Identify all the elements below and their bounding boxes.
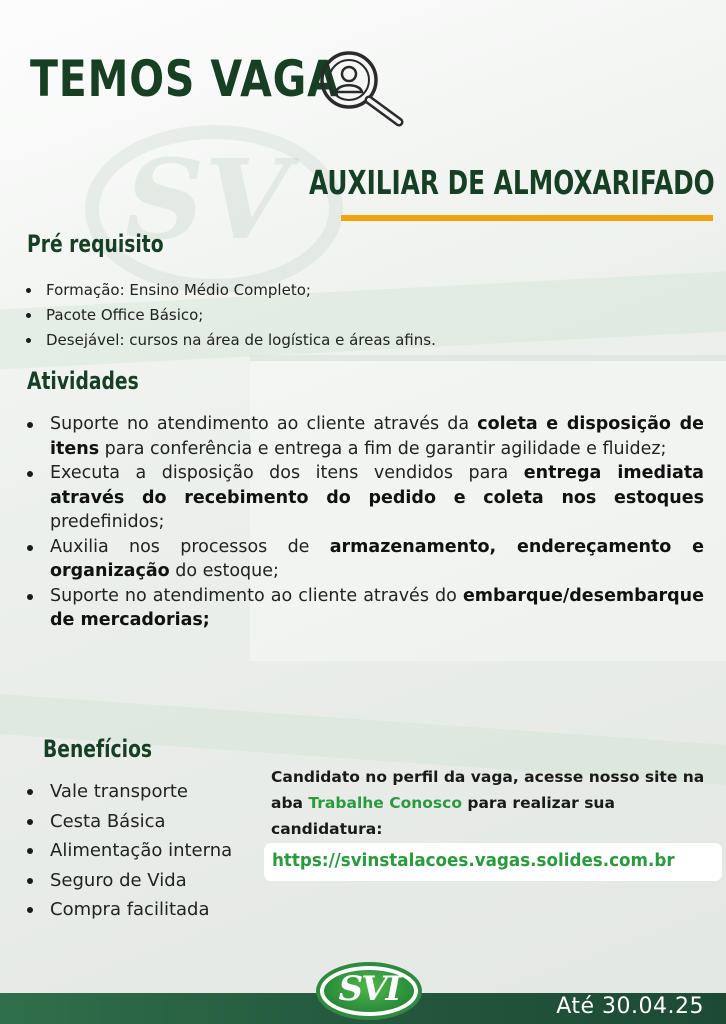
requirements-list <box>24 278 584 353</box>
activity-highlight: entrega imediata através do recebimento do pedido e coleta nos estoques <box>50 463 704 508</box>
list-item: Pacote Office Básico; <box>24 303 584 328</box>
activity-text: Executa a disposição dos itens vendidos para <box>50 463 524 483</box>
activity-text: Suporte no atendimento ao cliente através do <box>50 585 463 606</box>
background-logo-watermark-text: SV <box>125 135 290 264</box>
list-item: Seguro de Vida <box>24 866 274 896</box>
activities-list <box>24 412 704 633</box>
activity-text: Suporte no atendimento ao cliente através da <box>50 414 478 434</box>
page-title: TEMOS VAGA <box>30 50 340 108</box>
job-title: AUXILIAR DE ALMOXARIFADO <box>309 163 715 202</box>
activity-highlight: coleta e disposição de itens <box>50 414 704 459</box>
list-item <box>24 535 704 584</box>
cta-text: para realizar sua candidatura: <box>271 794 615 838</box>
cta-highlight-link[interactable]: Trabalhe Conosco <box>308 794 462 812</box>
application-url-link[interactable]: https://svinstalacoes.vagas.solides.com.br <box>272 850 675 871</box>
url-box <box>264 843 722 881</box>
job-title-underline <box>341 215 713 221</box>
list-item: Desejável: cursos na área de logística e áreas afins. <box>24 328 584 353</box>
activity-text: para conferência e entrega a fim de garantir agilidade e fluidez; <box>99 438 667 459</box>
search-person-icon <box>315 48 407 130</box>
list-item: Alimentação interna <box>24 836 274 866</box>
list-item <box>24 584 704 633</box>
list-item <box>24 461 704 535</box>
call-to-action <box>271 764 711 842</box>
list-item: Formação: Ensino Médio Completo; <box>24 278 584 303</box>
deadline-text: Até 30.04.25 <box>556 994 704 1019</box>
company-logo <box>316 962 422 1020</box>
list-item: Compra facilitada <box>24 895 274 925</box>
activity-text: Auxilia nos processos de <box>50 536 330 557</box>
activity-text: do estoque; <box>169 561 279 581</box>
benefits-title: Benefícios <box>43 735 153 763</box>
logo-text: SVI <box>338 969 400 1009</box>
activity-highlight: armazenamento, endereçamento e organização <box>50 536 704 581</box>
list-item <box>24 412 704 461</box>
cta-text: Candidato no perfil da vaga, acesse nosso site na aba <box>271 768 705 812</box>
activities-title: Atividades <box>27 367 139 395</box>
list-item: Cesta Básica <box>24 807 274 837</box>
requirements-title: Pré requisito <box>27 230 164 258</box>
benefits-list <box>24 777 274 925</box>
activity-highlight: embarque/desembarque de mercadorias; <box>50 585 704 630</box>
list-item: Vale transporte <box>24 777 274 807</box>
activity-text: predefinidos; <box>50 512 165 532</box>
